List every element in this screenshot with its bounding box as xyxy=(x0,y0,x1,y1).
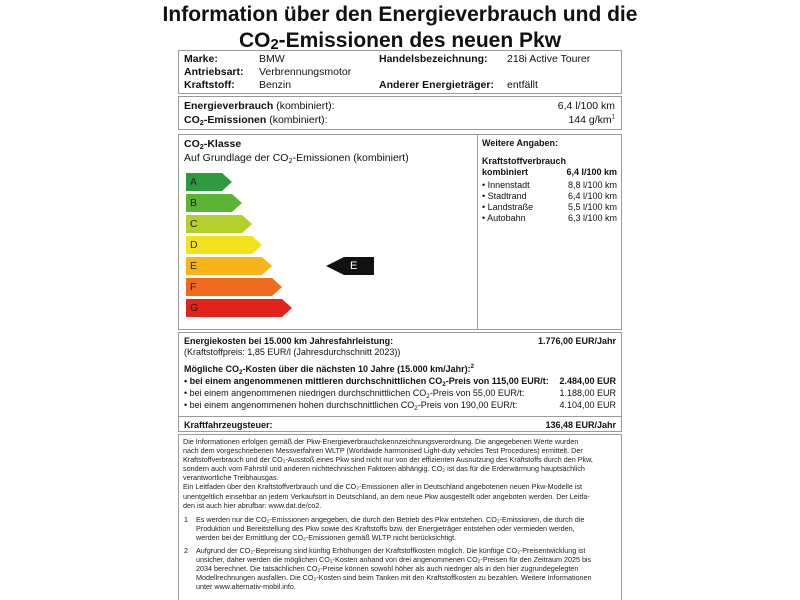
co2-class-subheading: Auf Grundlage der $CO_2$-Emissionen (kombiniert) xyxy=(184,152,409,165)
footnote-2-text xyxy=(196,546,616,591)
arrow-tip xyxy=(242,215,252,233)
energiekosten-label: Energiekosten bei 15.000 km Jahresfahrleistung: xyxy=(184,336,394,346)
vehicle-info-box xyxy=(178,50,622,94)
antrieb-value: Verbrennungsmotor xyxy=(259,66,352,78)
co2-kosten-row-value: 1.188,00 EUR xyxy=(559,388,616,398)
kv-item-label: • Landstraße xyxy=(482,202,534,212)
co2-class-g-arrow: G xyxy=(186,299,282,317)
co2-class-b-arrow: B xyxy=(186,194,232,212)
title-line-1: Information über den Energieverbrauch und die xyxy=(162,3,638,26)
footer-line: 2034 berechnet. Die tatsächlichen CO₂-Preise können sowohl höher als auch niedriger als in den hier zugrundegelegten xyxy=(196,564,579,574)
antrieb-label: Antriebsart: xyxy=(184,66,244,78)
co2-class-a-arrow: A xyxy=(186,173,222,191)
arrow-tip xyxy=(252,236,262,254)
energiekosten-value: 1.776,00 EUR/Jahr xyxy=(537,336,616,346)
co2-emissionen-label: $CO_2$-Emissionen (kombiniert): xyxy=(184,114,328,127)
arrow-tip xyxy=(232,194,242,212)
co2-kosten-row-value: 4.104,00 EUR xyxy=(559,400,616,410)
co2-kosten-row-label: • bei einem angenommenen mittleren durchschnittlichen $CO_2$-Preis von 115,00 EUR/t: xyxy=(184,376,549,388)
footer-line: Es werden nur die CO₂-Emissionen angegeben, die durch den Betrieb des Pkw entstehen. CO₂-Emissionen, die durch die xyxy=(196,515,585,524)
co2-kosten-row-label: • bei einem angenommenen hohen durchschnittlichen $CO_2$-Preis von 190,00 EUR/t: xyxy=(184,400,518,412)
kv-value: 6,4 l/100 km xyxy=(566,167,617,177)
footer-line: unter www.alternativ-mobil.info. xyxy=(196,582,296,592)
footer-line: sondern auch vom Fahrstil und anderen nichttechnischen Faktoren abhängig. CO₂ ist das für die Erderwärmung hauptsächlich xyxy=(183,464,585,474)
costs-box xyxy=(178,332,622,432)
energieverbrauch-value: 6,4 l/100 km xyxy=(557,100,615,112)
footer-line: Modellrechnungen ausfallen. Die CO₂-Kosten sind beim Tanken mit den Kraftstoffkosten zu bezahlen. Weitere Informationen xyxy=(196,573,592,583)
kraftstoff-label: Kraftstoff: xyxy=(184,79,235,91)
anderer-label: Anderer Energieträger: xyxy=(379,79,494,91)
footer-text xyxy=(183,437,619,510)
anderer-value: entfällt xyxy=(507,79,538,91)
arrow-tip xyxy=(262,257,272,275)
divider xyxy=(178,416,622,417)
weitere-heading: Weitere Angaben: xyxy=(482,138,559,148)
co2-kosten-row-value: 2.484,00 EUR xyxy=(559,376,616,386)
kv-label-2: kombiniert xyxy=(482,167,529,177)
co2-class-heading: $CO_2$-Klasse xyxy=(184,138,242,151)
arrow-tip xyxy=(272,278,282,296)
kv-item-label: • Stadtrand xyxy=(482,191,527,201)
energieverbrauch-label: Energieverbrauch (kombiniert): xyxy=(184,100,335,112)
title-line-2: $CO_2$-Emissionen des neuen Pkw xyxy=(238,29,562,53)
weitere-angaben-panel xyxy=(477,135,621,329)
footer-line: den ist auch hier abrufbar: www.dat.de/co2. xyxy=(183,500,322,510)
kraftstoff-value: Benzin xyxy=(259,79,292,91)
footer-line: Produktion und Bereitstellung des Pkw sowie des Kraftstoffs bzw. der Energieträger entstehen oder vermieden werden, xyxy=(196,524,575,534)
footer-line: werden bei der Ermittlung der CO₂-Emissionen gemäß WLTP nicht berücksichtigt. xyxy=(196,533,457,543)
co2-class-e-arrow: E xyxy=(186,257,262,275)
footer-line: unentgeltlich einsehbar an jedem Verkaufsort in Deutschland, an dem neue Pkw ausgestellt oder angeboten werden. Der Leitfa- xyxy=(183,491,590,501)
marke-label: Marke: xyxy=(184,53,218,65)
energiekosten-sub: (Kraftstoffpreis: 1,85 EUR/l (Jahresdurchschnitt 2023)) xyxy=(184,347,401,357)
co2-class-c-arrow: C xyxy=(186,215,242,233)
co2-emissionen-value: 144 $g/km^1$ xyxy=(568,114,615,126)
co2-class-f-arrow: F xyxy=(186,278,272,296)
kv-item-value: 6,4 l/100 km xyxy=(567,191,617,201)
co2-class-d-arrow: D xyxy=(186,236,252,254)
arrow-tip xyxy=(222,173,232,191)
co2-kosten-row-label: • bei einem angenommenen niedrigen durchschnittlichen $CO_2$-Preis von 55,00 EUR/t: xyxy=(184,388,525,400)
footer-line: Aufgrund der CO₂-Bepreisung sind künftig Erhöhungen der Kraftstoffkosten möglich. Die künftige CO₂-Preisentwicklung ist xyxy=(196,546,586,555)
co2-kosten-heading: Mögliche $CO_2$-Kosten über die nächsten 10 Jahre (15.000 km/Jahr):$^2$ xyxy=(184,364,474,376)
consumption-box xyxy=(178,96,622,130)
kv-item-label: • Innenstadt xyxy=(482,180,530,190)
arrow-tip xyxy=(282,299,292,317)
kfz-steuer-label: Kraftfahrzeugsteuer: xyxy=(184,420,273,430)
handel-label: Handelsbezeichnung: xyxy=(379,53,488,65)
kv-item-value: 5,5 l/100 km xyxy=(567,202,617,212)
kfz-steuer-value: 136,48 EUR/Jahr xyxy=(545,420,616,430)
handel-value: 218i Active Tourer xyxy=(507,53,591,65)
footnote-1-text xyxy=(196,515,616,542)
footer-line: Kraftstoffverbrauch und der CO₂-Ausstoß eines Pkw sind nicht nur von der effizienten Ausnutzung des Kraftstoffs durch den Pkw, xyxy=(183,455,593,465)
footnote-1-number: 1 xyxy=(184,515,188,524)
footer-line: Die Informationen erfolgen gemäß der Pkw-Energieverbrauchskennzeichnungsverordnung. Die angegebenen Werte wurden xyxy=(183,437,579,446)
kv-item-label: • Autobahn xyxy=(482,213,526,223)
footer-line: nach dem vorgeschriebenen Messverfahren WLTP (Worldwide harmonised Light-duty vehicles Test Procedures) ermittelt. Der xyxy=(183,446,583,456)
current-class-marker: E xyxy=(344,257,374,275)
footnote-2-number: 2 xyxy=(184,546,188,555)
marke-value: BMW xyxy=(259,53,285,65)
kv-item-value: 8,8 l/100 km xyxy=(567,180,617,190)
footer-line: verantwortliche Treibhausgas. xyxy=(183,473,279,483)
footer-line: unsicher, daher werden die möglichen CO₂-Kosten anhand von drei angenommenen CO₂-Preisen für den Zeitraum 2025 bis xyxy=(196,555,592,565)
footer-line: Ein Leitfaden über den Kraftstoffverbrauch und die CO₂-Emissionen aller in Deutschland angebotenen neuen Pkw-Modelle ist xyxy=(183,482,583,492)
kv-item-value: 6,3 l/100 km xyxy=(567,213,617,223)
kv-label-1: Kraftstoffverbrauch xyxy=(482,156,567,166)
